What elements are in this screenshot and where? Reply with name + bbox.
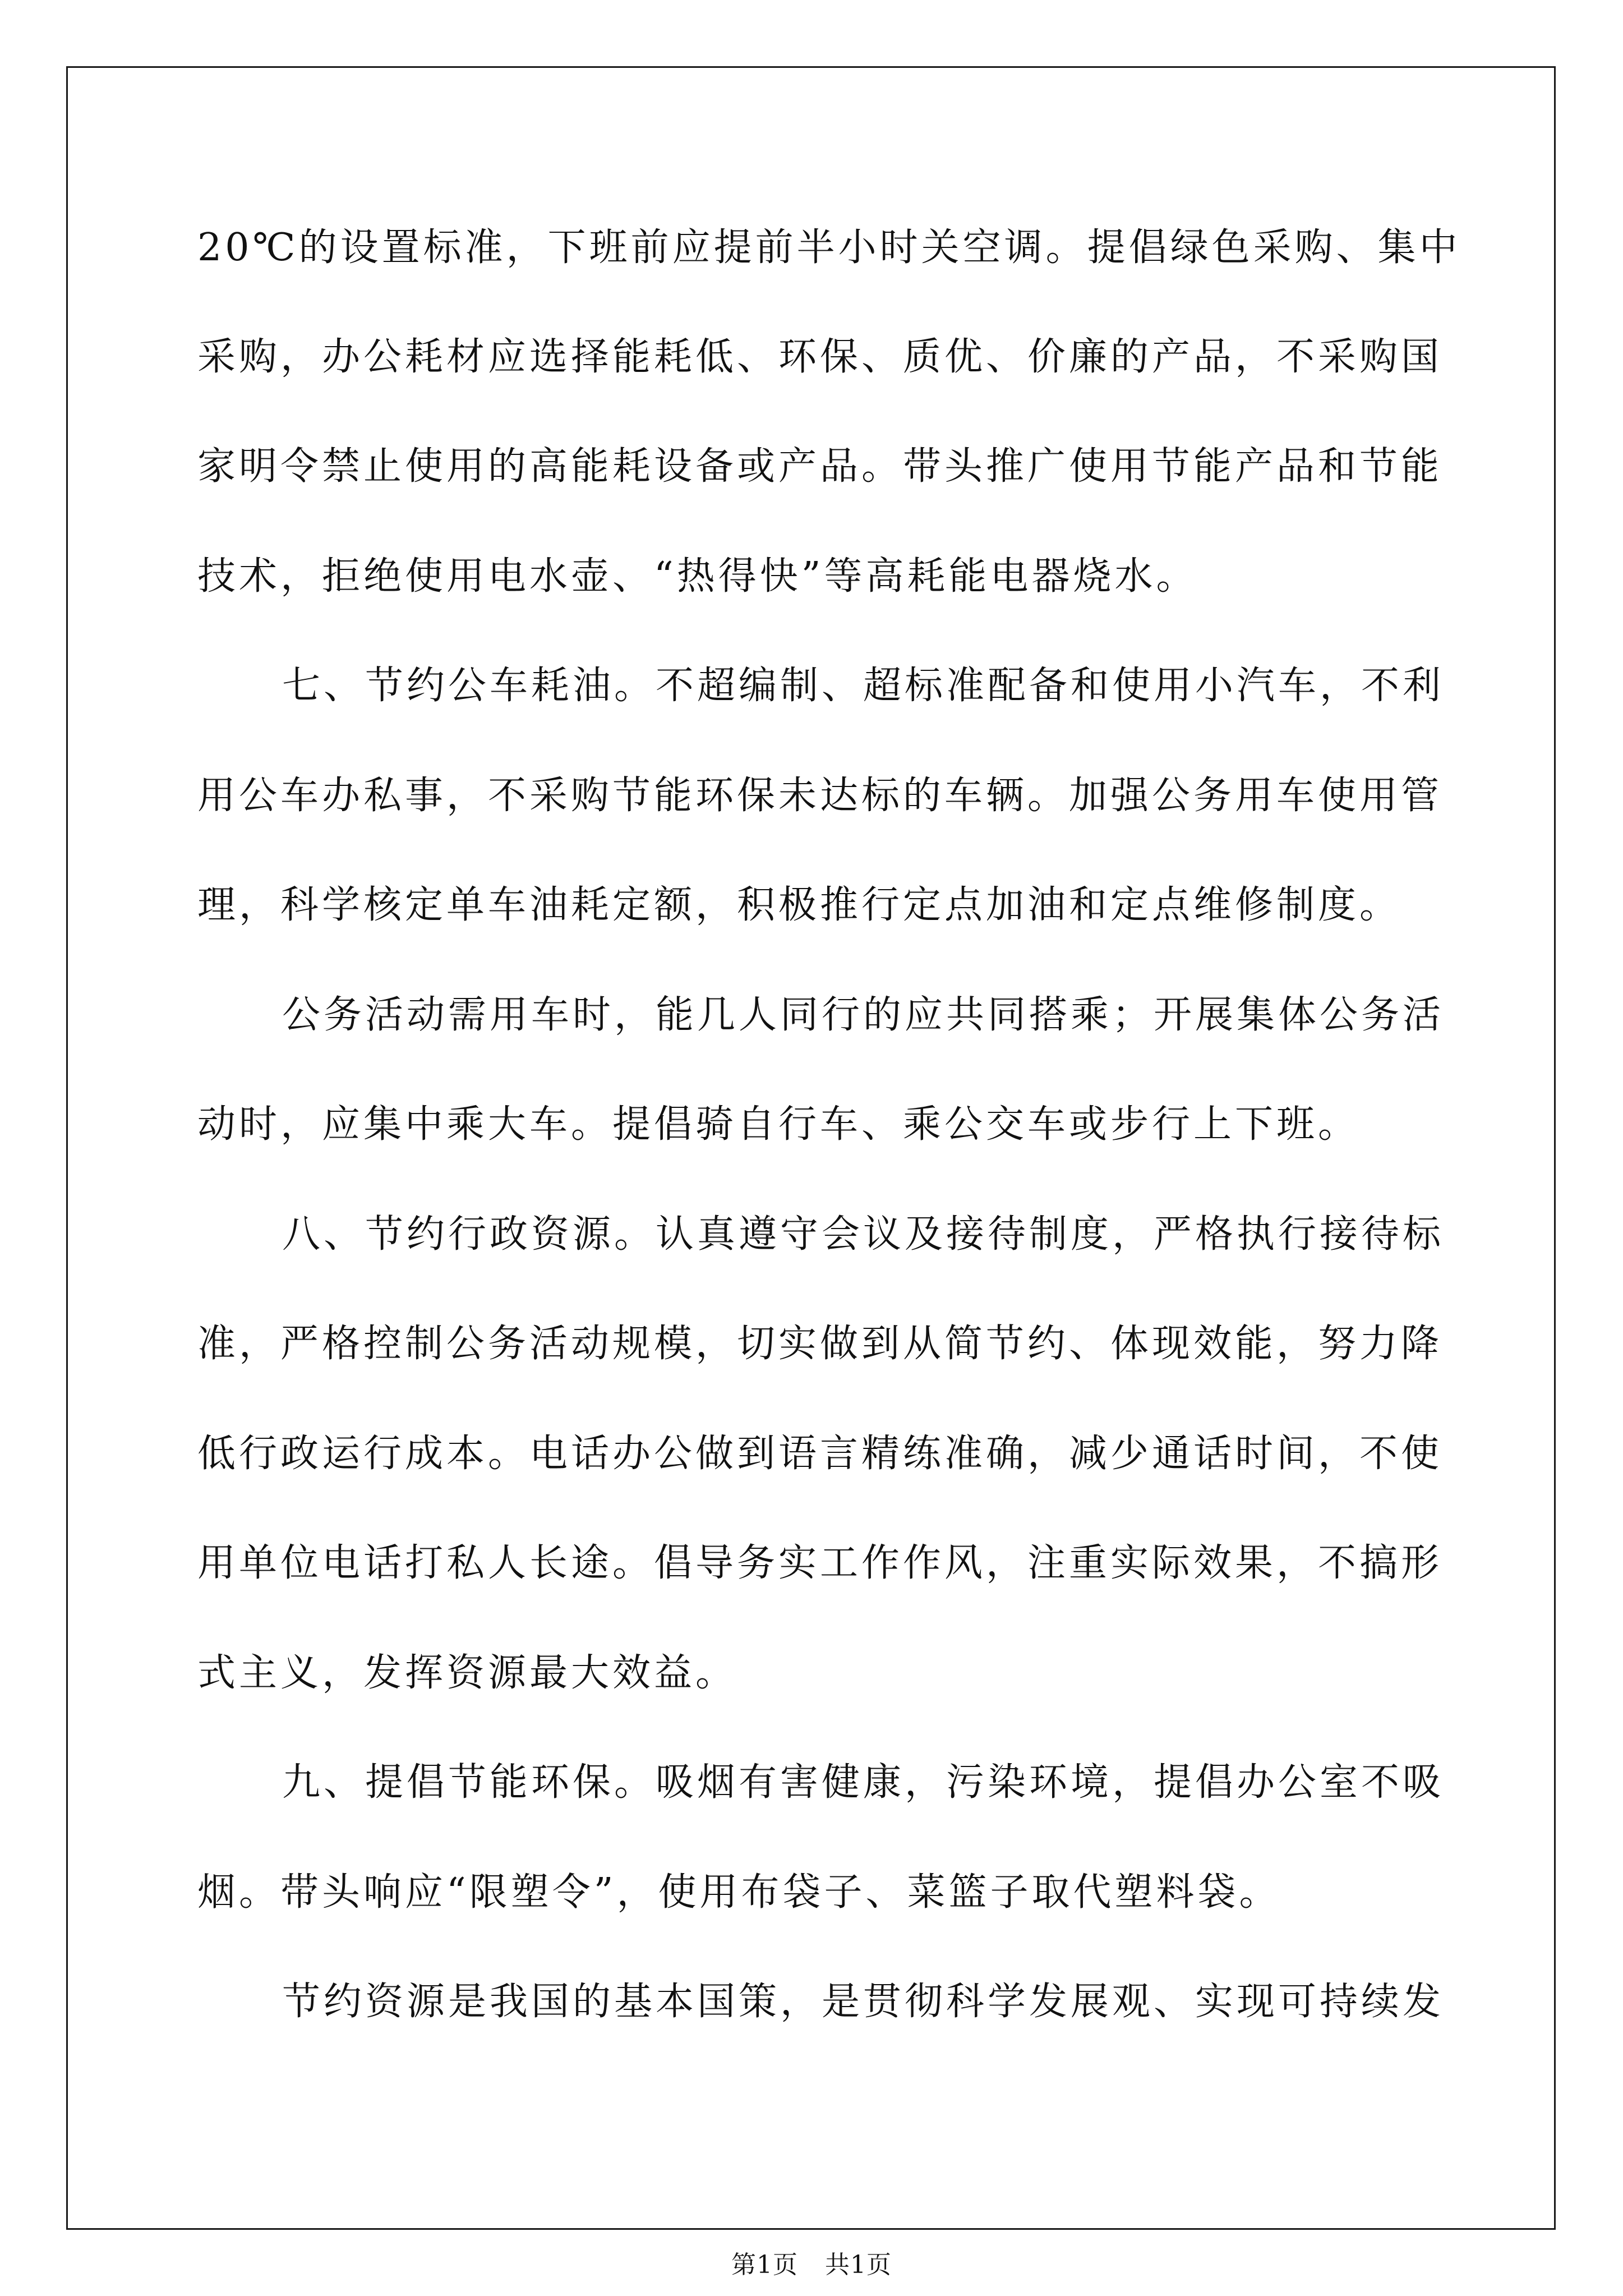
text-line: 准，严格控制公务活动规模，切实做到从简节约、体现效能，努力降 <box>197 1322 1443 1366</box>
text-line: 采购，办公耗材应选择能耗低、环保、质优、价廉的产品，不采购国 <box>197 335 1443 379</box>
page-footer <box>0 2249 1623 2281</box>
text-line: 20℃的设置标准，下班前应提前半小时关空调。提倡绿色采购、集中 <box>197 226 1461 270</box>
text-line: 低行政运行成本。电话办公做到语言精练准确，减少通话时间，不使 <box>197 1432 1443 1476</box>
text-line: 用公车办私事，不采购节能环保未达标的车辆。加强公务用车使用管 <box>197 774 1443 818</box>
text-line: 理，科学核定单车油耗定额，积极推行定点加油和定点维修制度。 <box>197 883 1401 927</box>
paragraph-first-line: 公务活动需用车时，能几人同行的应共同搭乘；开展集体公务活 <box>282 993 1445 1037</box>
paragraph-first-line: 节约资源是我国的基本国策，是贯彻科学发展观、实现可持续发 <box>282 1980 1445 2024</box>
paragraph-first-line: 九、提倡节能环保。吸烟有害健康，污染环境，提倡办公室不吸 <box>282 1760 1445 1805</box>
text-line: 家明令禁止使用的高能耗设备或产品。带头推广使用节能产品和节能 <box>197 444 1443 489</box>
paragraph-first-line: 八、节约行政资源。认真遵守会议及接待制度，严格执行接待标 <box>282 1212 1445 1257</box>
text-line: 用单位电话打私人长途。倡导务实工作作风，注重实际效果，不搞形 <box>197 1541 1443 1585</box>
text-line: 动时，应集中乘大车。提倡骑自行车、乘公交车或步行上下班。 <box>197 1102 1360 1147</box>
text-line: 烟。带头响应“限塑令”，使用布袋子、菜篮子取代塑料袋。 <box>197 1870 1281 1915</box>
text-line: 技术，拒绝使用电水壶、“热得快”等高耗能电器烧水。 <box>197 554 1198 599</box>
page-number: 第1页 <box>731 2251 798 2279</box>
paragraph-first-line: 七、节约公车耗油。不超编制、超标准配备和使用小汽车，不利 <box>282 664 1445 708</box>
page-total: 共1页 <box>825 2251 892 2279</box>
text-line: 式主义，发挥资源最大效益。 <box>197 1651 737 1695</box>
